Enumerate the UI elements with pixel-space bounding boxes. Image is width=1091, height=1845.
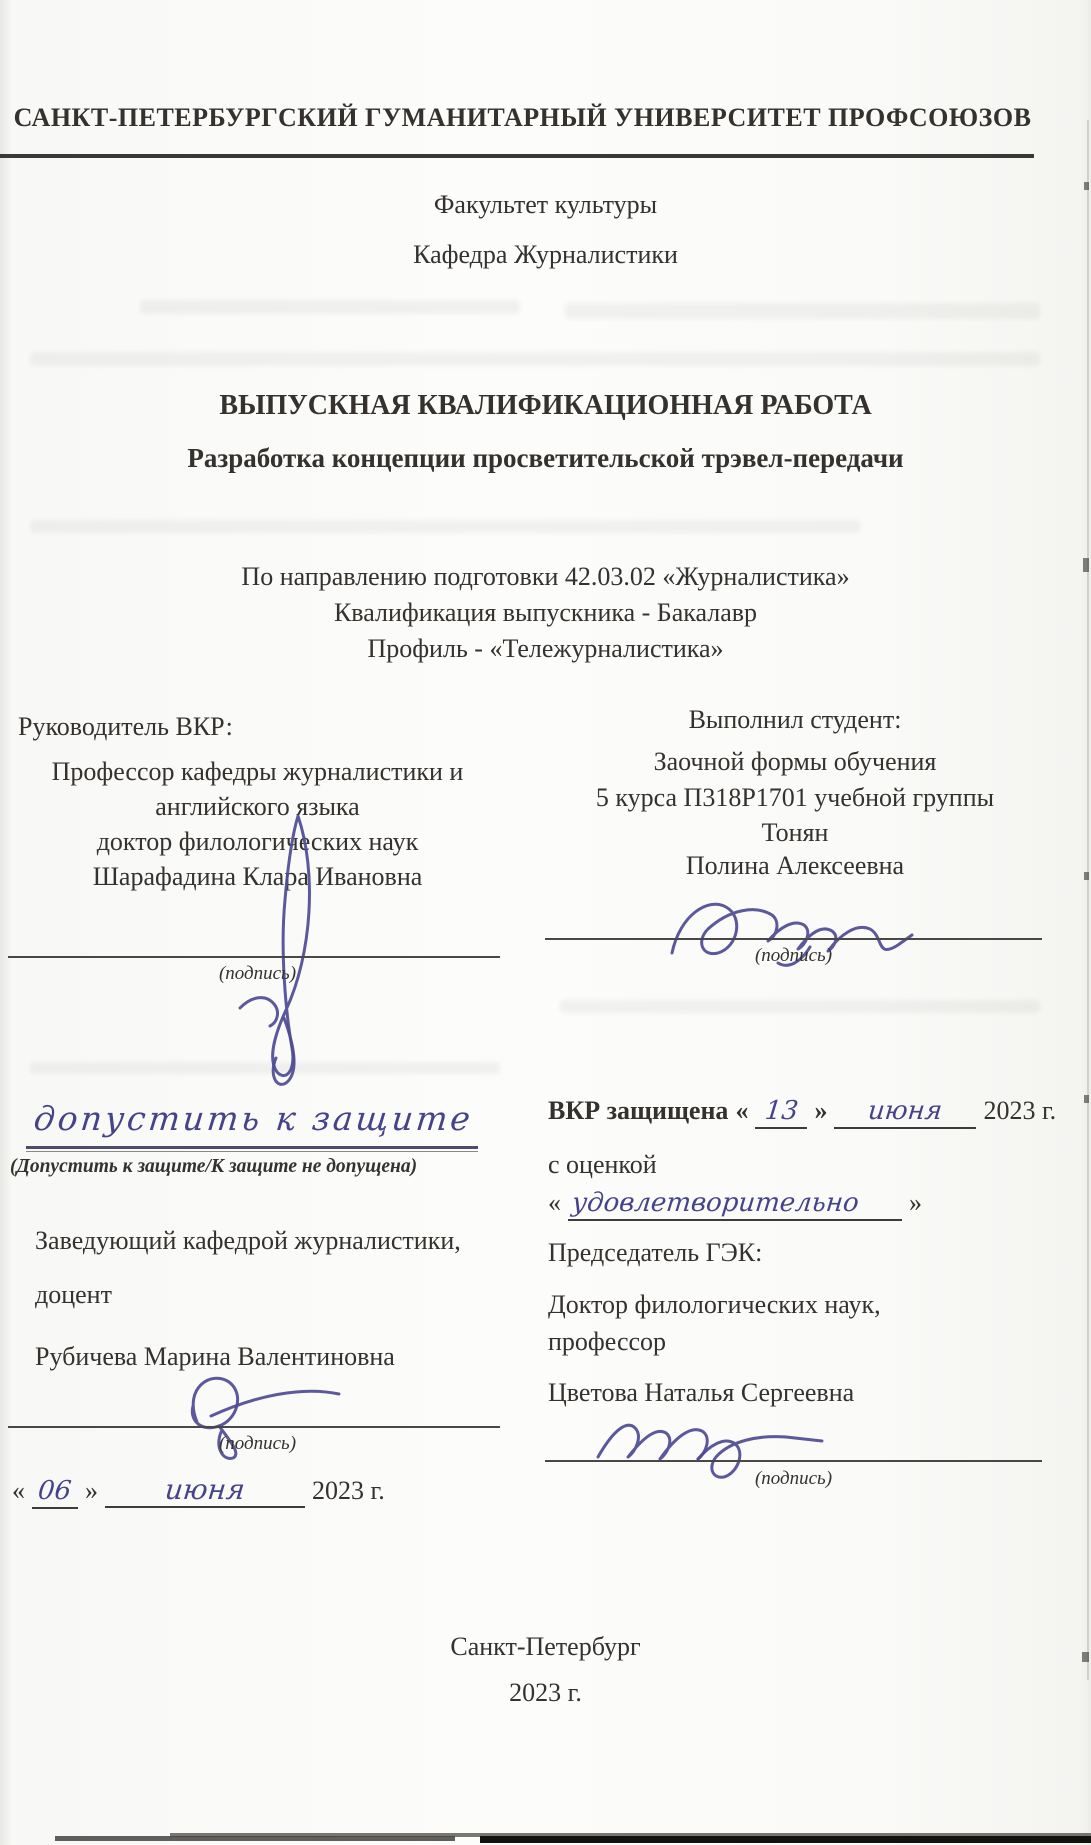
student-surname: Тонян <box>761 818 829 847</box>
bleed-through-artifact <box>30 352 1040 366</box>
grade-row <box>548 1188 922 1221</box>
student-line: 5 курса П318Р1701 учебной группы <box>595 783 995 812</box>
scan-edge-artifact <box>1084 182 1089 190</box>
student-line: Заочной формы обучения <box>653 747 937 776</box>
supervisor-label: Руководитель ВКР: <box>18 712 233 741</box>
bleed-through-artifact <box>140 300 520 314</box>
bleed-through-artifact <box>560 1000 1040 1013</box>
date-day-handwritten: 06 <box>36 1476 74 1506</box>
footer-city: Санкт-Петербург <box>450 1632 641 1661</box>
profile-line: Профиль - «Тележурналистика» <box>367 634 724 663</box>
student-name: Полина Алексеевна <box>685 851 905 880</box>
signature-caption: (подпись) <box>218 963 297 984</box>
signature-caption: (подпись) <box>754 945 833 966</box>
close-quote: » <box>85 1476 98 1505</box>
scan-edge-artifact <box>480 1836 1091 1843</box>
open-quote: « <box>735 1096 749 1125</box>
work-title: Разработка концепции просветительской трэвел-передачи <box>187 443 904 473</box>
signature-line <box>8 1426 500 1428</box>
supervisor-line: Профессор кафедры журналистики и <box>51 757 464 786</box>
university-name: САНКТ-ПЕТЕРБУРГСКИЙ ГУМАНИТАРНЫЙ УНИВЕРСИТЕТ ПРОФСОЮЗОВ <box>13 103 1032 132</box>
scan-edge-artifact <box>1084 1095 1089 1103</box>
scan-edge-artifact <box>55 1836 455 1841</box>
admission-line <box>26 1146 478 1149</box>
signature-caption: (подпись) <box>218 1433 297 1454</box>
bleed-through-artifact <box>565 303 1040 319</box>
signature-line <box>8 956 500 958</box>
signature-line <box>545 938 1042 940</box>
qualification-line: Квалификация выпускника - Бакалавр <box>333 598 758 627</box>
scan-edge-artifact <box>1087 120 1089 1680</box>
close-quote: » <box>909 1188 922 1217</box>
date-month-handwritten: июня <box>163 1473 247 1506</box>
defense-label: ВКР защищена <box>548 1096 729 1125</box>
gek-chair-line: Доктор филологических наук, <box>548 1290 881 1319</box>
scan-edge-artifact <box>1084 872 1089 880</box>
dept-head-date-row <box>12 1474 385 1509</box>
open-quote: « <box>548 1188 561 1217</box>
admission-handwritten-text: допустить к защите <box>31 1099 476 1138</box>
open-quote: « <box>12 1476 25 1505</box>
signature-caption: (подпись) <box>754 1468 833 1489</box>
student-label: Выполнил студент: <box>688 705 902 734</box>
supervisor-line: английского языка <box>155 792 360 821</box>
grade-blank <box>568 1188 902 1221</box>
dept-head-line: Заведующий кафедрой журналистики, <box>35 1226 461 1255</box>
signature-line <box>545 1460 1042 1462</box>
defense-day-handwritten: 13 <box>763 1096 800 1126</box>
date-month-blank <box>105 1474 305 1508</box>
supervisor-name: Шарафадина Клара Ивановна <box>92 862 423 891</box>
dept-head-name: Рубичева Марина Валентиновна <box>35 1342 395 1371</box>
department-line: Кафедра Журналистики <box>413 240 678 269</box>
faculty-line: Факультет культуры <box>433 190 658 219</box>
supervisor-line: доктор филологических наук <box>96 827 419 856</box>
date-year: 2023 г. <box>312 1476 385 1505</box>
dept-head-line: доцент <box>35 1280 112 1309</box>
defense-month-handwritten: июня <box>866 1096 945 1126</box>
grade-label: с оценкой <box>548 1150 657 1179</box>
defense-day-blank <box>755 1096 807 1129</box>
admission-line-shadow <box>26 1151 478 1152</box>
date-day-blank <box>32 1476 78 1509</box>
gek-chair-label: Председатель ГЭК: <box>548 1238 763 1267</box>
gek-chair-name: Цветова Наталья Сергеевна <box>548 1378 855 1407</box>
grade-handwritten: удовлетворительно <box>570 1188 861 1218</box>
direction-line: По направлению подготовки 42.03.02 «Журналистика» <box>241 562 850 591</box>
work-type-title: ВЫПУСКНАЯ КВАЛИФИКАЦИОННАЯ РАБОТА <box>219 390 872 421</box>
defense-month-blank <box>834 1096 976 1129</box>
defense-year: 2023 г. <box>983 1096 1057 1125</box>
gek-chair-line: профессор <box>548 1327 667 1356</box>
footer-year: 2023 г. <box>509 1678 582 1707</box>
header-rule <box>0 154 1034 158</box>
defense-date-row <box>548 1096 1056 1129</box>
supervisor-signature <box>222 812 337 1087</box>
admission-caption: (Допустить к защите/К защите не допущена) <box>10 1156 418 1177</box>
bleed-through-artifact <box>30 520 860 533</box>
close-quote: » <box>814 1096 828 1125</box>
